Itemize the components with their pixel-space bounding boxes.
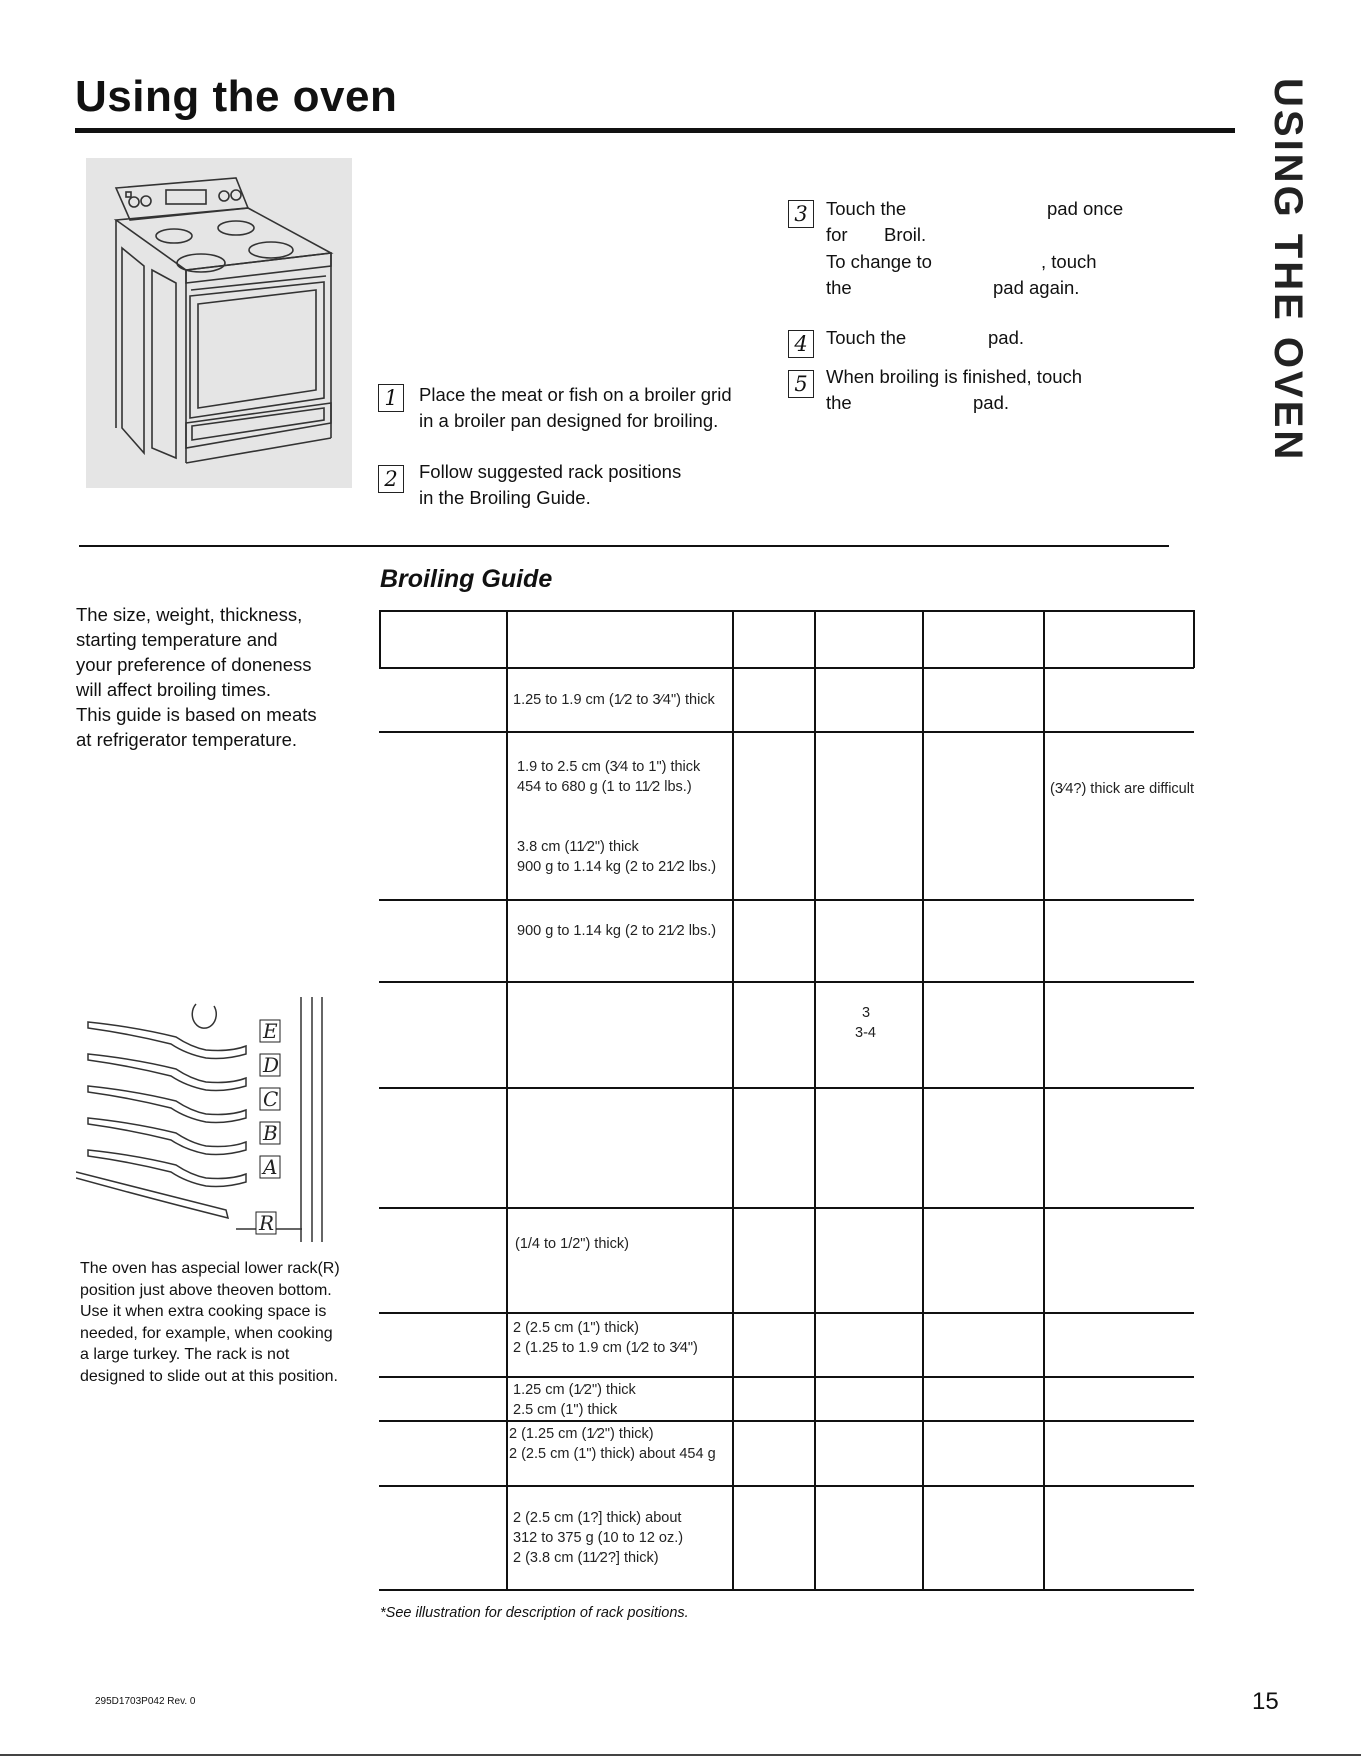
caption-line: needed, for example, when cooking <box>80 1324 333 1342</box>
step-2-text <box>419 459 681 511</box>
step-3-number: 3 <box>788 200 814 228</box>
intro-line: The size, weight, thickness, <box>76 604 303 625</box>
caption-line: designed to slide out at this position. <box>80 1367 338 1385</box>
column-divider <box>506 610 508 1590</box>
intro-line: starting temperature and <box>76 629 278 650</box>
intro-line: will affect broiling times. <box>76 679 272 700</box>
step-5-line-2a: the <box>826 392 852 413</box>
range-illustration <box>86 158 352 488</box>
table-right-border <box>1193 610 1195 668</box>
rack-drawing <box>76 992 346 1246</box>
caption-line: Use it when extra cooking space is <box>80 1303 327 1320</box>
step-4-number: 4 <box>788 330 814 358</box>
intro-line: your preference of doneness <box>76 654 312 675</box>
table-header-bottom <box>379 667 1194 669</box>
step-3-line-4b: pad again. <box>993 277 1080 298</box>
step-2-line-1: Follow suggested rack positions <box>419 461 682 482</box>
row-divider <box>379 981 1194 983</box>
row-divider <box>379 1312 1194 1314</box>
step-5-line-2b: pad. <box>973 392 1010 413</box>
step-5-number: 5 <box>788 370 814 398</box>
table-cell: (3⁄4?) thick are difficult <box>1050 781 1194 797</box>
column-divider <box>922 610 924 1590</box>
step-1-line-1: Place the meat or fish on a broiler grid <box>419 384 732 405</box>
table-cell: 900 g to 1.14 kg (2 to 21⁄2 lbs.) <box>517 923 717 939</box>
step-2-number: 2 <box>378 465 404 493</box>
rack-positions-illustration <box>76 992 346 1246</box>
table-cell: 3.8 cm (11⁄2") thick <box>517 839 639 855</box>
side-tab <box>1248 78 1328 478</box>
step-3-line-3b: , touch <box>1041 251 1097 272</box>
step-1-text <box>419 382 732 434</box>
table-cell: 2 (1.25 to 1.9 cm (1⁄2 to 3⁄4") <box>513 1340 698 1356</box>
guide-intro <box>76 602 376 752</box>
row-divider <box>379 1207 1194 1209</box>
table-top-border <box>379 610 1194 612</box>
step-3-line-2a: for <box>826 224 848 245</box>
table-cell: 2 (1.25 cm (1⁄2") thick) <box>509 1426 654 1442</box>
rack-label-b: B <box>263 1121 278 1145</box>
section-divider <box>79 545 1169 547</box>
side-tab-label: USING THE OVEN <box>1266 78 1310 463</box>
step-2-line-2: in the Broiling Guide. <box>419 487 591 508</box>
table-cell: 2 (2.5 cm (1") thick) <box>513 1320 640 1336</box>
table-cell: 2 (2.5 cm (1?] thick) about <box>513 1510 682 1526</box>
document-code: 295D1703P042 Rev. 0 <box>95 1696 196 1707</box>
rack-label-c: C <box>263 1087 279 1111</box>
caption-line: position just above theoven bottom. <box>80 1281 332 1299</box>
rack-label-e: E <box>263 1019 278 1043</box>
table-bottom-border <box>379 1589 1194 1591</box>
step-1-line-2: in a broiler pan designed for broiling. <box>419 410 719 431</box>
table-cell: 900 g to 1.14 kg (2 to 21⁄2 lbs.) <box>517 859 717 875</box>
row-divider <box>379 1376 1194 1378</box>
row-divider <box>379 731 1194 733</box>
page-number: 15 <box>1252 1688 1279 1715</box>
table-cell: (1/4 to 1/2") thick) <box>515 1236 629 1252</box>
guide-title: Broiling Guide <box>380 565 553 593</box>
table-cell: 3 <box>862 1005 871 1021</box>
column-divider <box>732 610 734 1590</box>
table-cell: 312 to 375 g (10 to 12 oz.) <box>513 1530 684 1546</box>
table-cell: 2 (2.5 cm (1") thick) about 454 g <box>509 1446 716 1462</box>
caption-line: a large turkey. The rack is not <box>80 1346 290 1363</box>
row-divider <box>379 1420 1194 1422</box>
step-3-line-1a: Touch the <box>826 198 907 219</box>
page-title: Using the oven <box>75 72 398 121</box>
step-4-line-1b: pad. <box>988 327 1025 348</box>
footnote: *See illustration for description of rack positions. <box>380 1605 689 1621</box>
table-cell: 1.25 to 1.9 cm (1⁄2 to 3⁄4") thick <box>513 692 715 708</box>
table-cell: 1.25 cm (1⁄2") thick <box>513 1382 636 1398</box>
table-cell: 2 (3.8 cm (11⁄2?] thick) <box>513 1550 659 1566</box>
row-divider <box>379 1485 1194 1487</box>
bottom-rule <box>0 1754 1361 1756</box>
step-3-line-1b: pad once <box>1047 198 1124 219</box>
column-divider <box>1043 610 1045 1590</box>
step-3-line-3a: To change to <box>826 251 932 272</box>
intro-line: This guide is based on meats <box>76 704 317 725</box>
rack-label-r: R <box>259 1211 275 1235</box>
caption-line: The oven has aspecial lower rack(R) <box>80 1260 340 1277</box>
rack-caption <box>80 1258 380 1387</box>
table-cell: 2.5 cm (1") thick <box>513 1402 618 1418</box>
table-cell: 3-4 <box>855 1025 876 1041</box>
range-drawing <box>86 158 352 488</box>
table-cell: 1.9 to 2.5 cm (3⁄4 to 1") thick <box>517 759 701 775</box>
step-3-line-2b: Broil. <box>884 224 927 245</box>
title-rule <box>75 128 1235 133</box>
table-left-border <box>379 610 381 668</box>
table-cell: 454 to 680 g (1 to 11⁄2 lbs.) <box>517 779 692 795</box>
rack-label-d: D <box>263 1053 280 1077</box>
row-divider <box>379 1087 1194 1089</box>
step-5-line-1: When broiling is finished, touch <box>826 366 1083 387</box>
row-divider <box>379 899 1194 901</box>
step-4-line-1a: Touch the <box>826 327 907 348</box>
rack-label-a: A <box>263 1155 278 1179</box>
intro-line: at refrigerator temperature. <box>76 729 298 750</box>
column-divider <box>814 610 816 1590</box>
step-1-number: 1 <box>378 384 404 412</box>
step-3-line-4a: the <box>826 277 852 298</box>
